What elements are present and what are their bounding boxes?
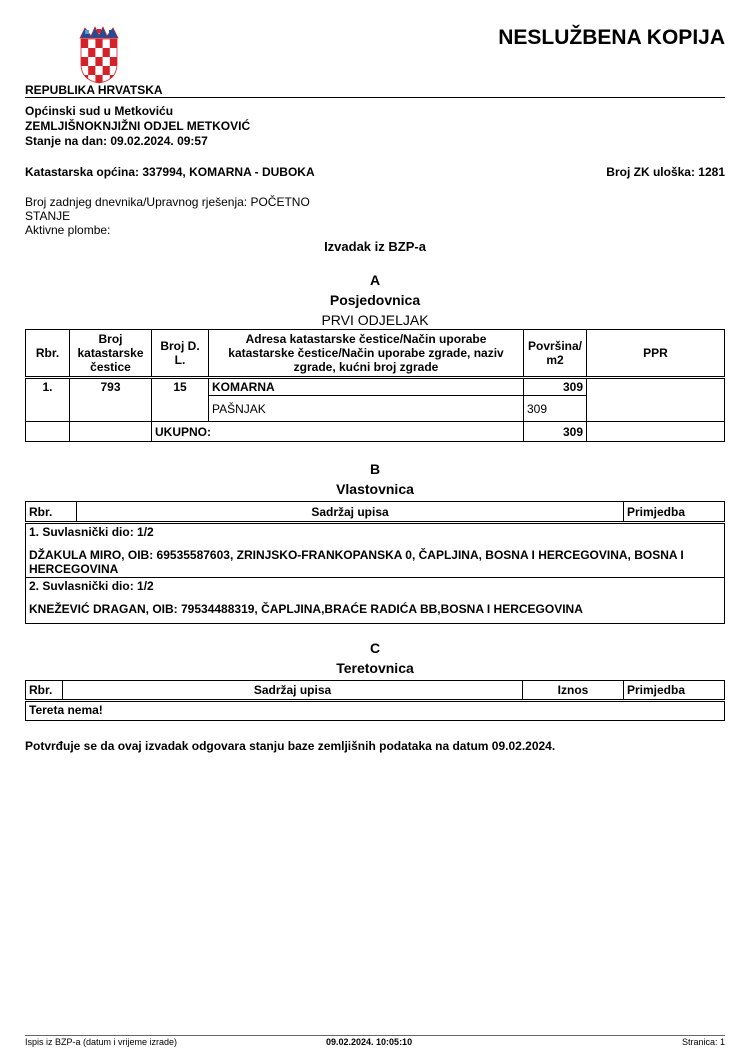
department-name: ZEMLJIŠNOKNJIŽNI ODJEL METKOVIĆ: [25, 119, 251, 133]
col-rbr: Rbr.: [26, 502, 77, 523]
extract-title: Izvadak iz BZP-a: [324, 239, 426, 254]
footer-page: Stranica: 1: [681, 1037, 725, 1047]
section-c-title: Teretovnica: [336, 660, 414, 676]
row-use-area: 309: [527, 402, 548, 416]
country-label: REPUBLIKA HRVATSKA: [25, 83, 163, 97]
col-rbr: Rbr.: [26, 681, 63, 701]
cadastral-municipality: Katastarska općina: 337994, KOMARNA - DUBOKA: [25, 165, 315, 179]
row-parcel-number: 793: [70, 378, 152, 422]
owner-details: DŽAKULA MIRO, OIB: 69535587603, ZRINJSKO-FRANKOPANSKA 0, ČAPLJINA, BOSNA I HERCEGOVINA, BOSNA I HERCEGOVINA: [29, 548, 684, 576]
no-encumbrance-text: Tereta nema!: [26, 701, 725, 721]
watermark-title: NESLUŽBENA KOPIJA: [498, 26, 725, 49]
col-ppr: PPR: [587, 330, 725, 378]
col-note: Primjedba: [624, 502, 725, 523]
col-content: Sadržaj upisa: [77, 502, 624, 523]
total-label: UKUPNO:: [152, 422, 524, 442]
table-row: [26, 378, 725, 422]
section-a-letter: A: [369, 272, 381, 288]
col-parcel-number: Broj katastarske čestice: [70, 330, 152, 378]
footer-left: Ispis iz BZP-a (datum i vrijeme izrade): [25, 1037, 178, 1047]
total-area: 309: [524, 422, 587, 442]
share-label: 2. Suvlasnički dio: 1/2: [29, 579, 154, 593]
col-address: Adresa katastarske čestice/Način uporabe katastarske čestice/Način uporabe zgrade, naziv zgrade, kućni broj zgrade: [209, 330, 524, 378]
row-area: 309: [524, 379, 586, 396]
col-amount: Iznos: [523, 681, 624, 701]
footer-divider: [25, 1035, 725, 1036]
state-date: Stanje na dan: 09.02.2024. 09:57: [25, 134, 208, 148]
footer-datetime: 09.02.2024. 10:05:10: [326, 1037, 413, 1047]
list-item: [26, 578, 725, 624]
row-area-cell: [524, 378, 587, 422]
col-part-number: Broj D. L.: [152, 330, 209, 378]
col-content: Sadržaj upisa: [63, 681, 523, 701]
row-address: KOMARNA: [209, 379, 523, 396]
court-name: Općinski sud u Metkoviću: [25, 104, 174, 118]
share-label: 1. Suvlasnički dio: 1/2: [29, 525, 154, 539]
section-a-title: Posjedovnica: [329, 292, 421, 308]
row-ppr: [587, 378, 725, 422]
encumbrance-table: [25, 680, 725, 721]
header-divider: [25, 97, 725, 98]
row-use: PAŠNJAK: [212, 402, 266, 416]
last-journal-line1: Broj zadnjeg dnevnika/Upravnog rješenja: POČETNO: [25, 195, 310, 209]
croatia-coat-of-arms-icon: [78, 26, 120, 84]
total-row: [26, 422, 725, 442]
col-rbr: Rbr.: [26, 330, 70, 378]
row-part-number: 15: [152, 378, 209, 422]
list-item: [26, 523, 725, 578]
last-journal-line2: STANJE: [25, 209, 71, 223]
section-b-letter: B: [369, 461, 381, 477]
confirmation-text: Potvrđuje se da ovaj izvadak odgovara stanju baze zemljišnih podataka na datum 09.02.2024.: [25, 739, 556, 753]
row-address-cell: [209, 378, 524, 422]
active-seals: Aktivne plombe:: [25, 223, 111, 237]
ownership-table: [25, 501, 725, 624]
section-c-letter: C: [369, 640, 381, 656]
row-rbr: 1.: [26, 378, 70, 422]
col-area: Površina/ m2: [524, 330, 587, 378]
col-note: Primjedba: [624, 681, 725, 701]
section-b-title: Vlastovnica: [336, 481, 414, 497]
possession-table: [25, 329, 725, 442]
owner-details: KNEŽEVIĆ DRAGAN, OIB: 79534488319, ČAPLJINA,BRAĆE RADIĆA BB,BOSNA I HERCEGOVINA: [29, 602, 583, 616]
section-a-subtitle: PRVI ODJELJAK: [321, 312, 429, 328]
zk-number: Broj ZK uloška: 1281: [606, 165, 725, 179]
